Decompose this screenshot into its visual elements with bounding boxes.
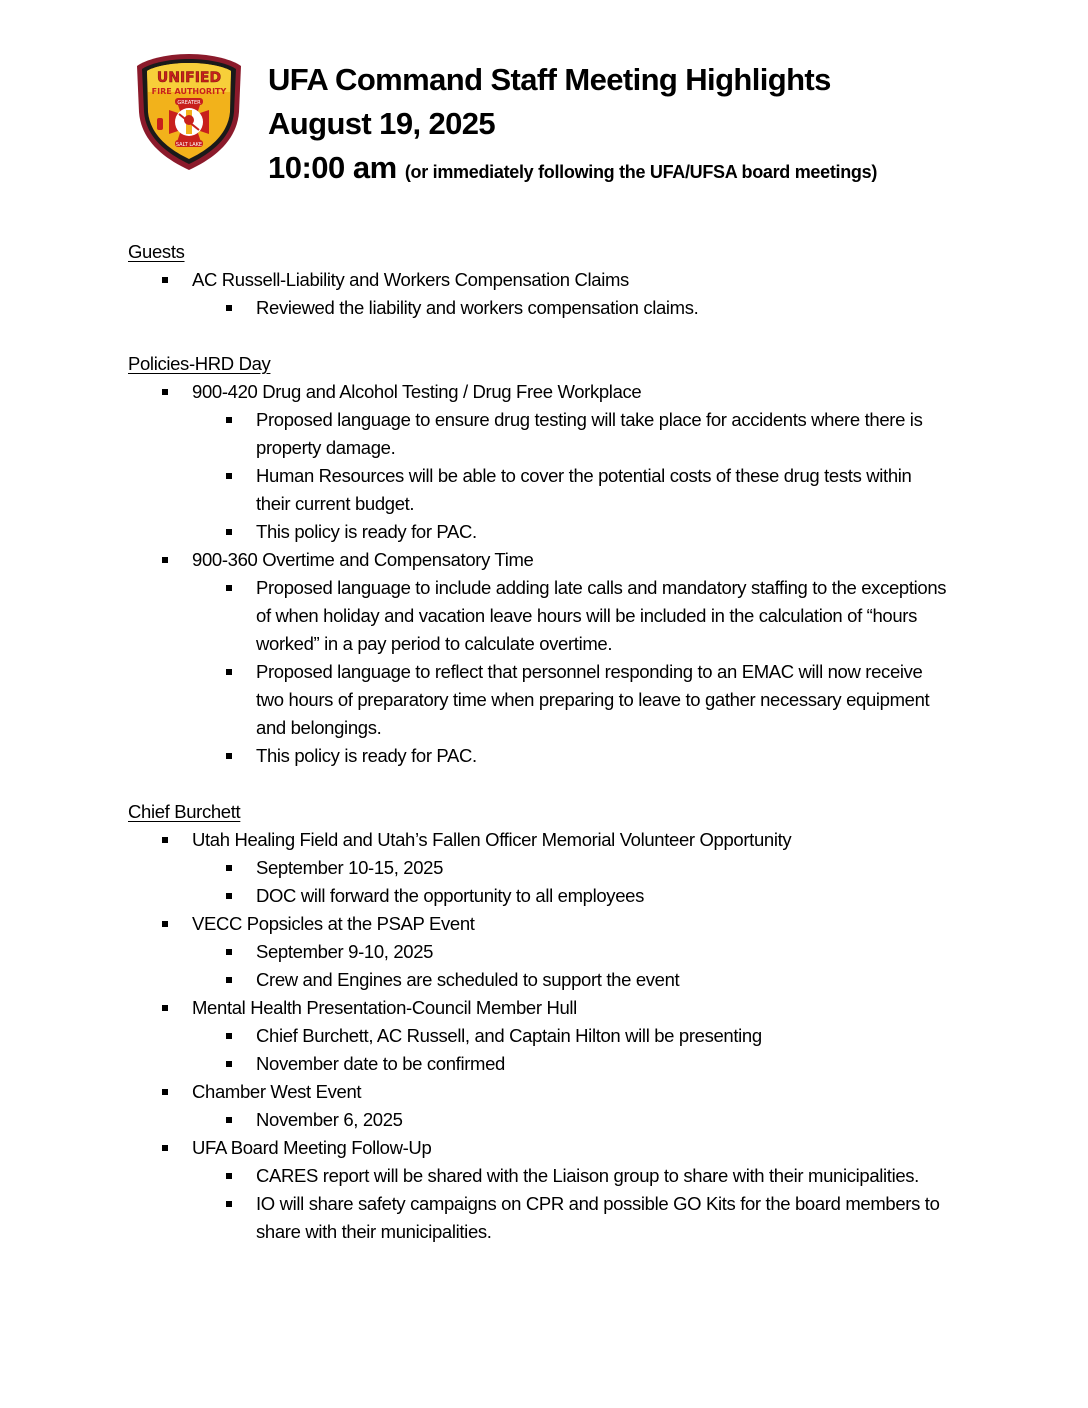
sub-list-item: IO will share safety campaigns on CPR and possible GO Kits for the board members to share with their municipalities. [128, 1190, 948, 1246]
section-heading: Guests [128, 241, 185, 262]
svg-text:FIRE AUTHORITY: FIRE AUTHORITY [151, 87, 227, 96]
sub-list-item: Human Resources will be able to cover the potential costs of these drug tests within their current budget. [128, 462, 948, 518]
svg-text:SALT LAKE: SALT LAKE [175, 142, 203, 148]
sub-list-item: November date to be confirmed [128, 1050, 948, 1078]
square-bullet-icon [226, 1033, 232, 1039]
sub-list-item: November 6, 2025 [128, 1106, 948, 1134]
list-item: Mental Health Presentation-Council Member Hull [128, 994, 948, 1022]
svg-text:UNIFIED: UNIFIED [156, 70, 222, 86]
square-bullet-icon [162, 277, 168, 283]
list-item: Utah Healing Field and Utah’s Fallen Officer Memorial Volunteer Opportunity [128, 826, 948, 854]
list-item: 900-420 Drug and Alcohol Testing / Drug Free Workplace [128, 378, 948, 406]
document-body [128, 238, 948, 1274]
square-bullet-icon [162, 557, 168, 563]
meeting-time-line [268, 146, 877, 194]
square-bullet-icon [162, 1005, 168, 1011]
list-item: Chamber West Event [128, 1078, 948, 1106]
sub-list-item: Proposed language to reflect that personnel responding to an EMAC will now receive two hours of preparatory time when preparing to leave to gather necessary equipment and belongings. [128, 658, 948, 742]
sub-list-item: Proposed language to ensure drug testing will take place for accidents where there is property damage. [128, 406, 948, 462]
section-policies-hrd-day [128, 350, 948, 770]
square-bullet-icon [162, 1089, 168, 1095]
section-heading: Policies-HRD Day [128, 353, 271, 374]
square-bullet-icon [226, 1061, 232, 1067]
svg-text:GREATER: GREATER [177, 100, 201, 106]
square-bullet-icon [162, 1145, 168, 1151]
sub-list-item: This policy is ready for PAC. [128, 742, 948, 770]
sub-list-item: Crew and Engines are scheduled to support the event [128, 966, 948, 994]
square-bullet-icon [162, 389, 168, 395]
square-bullet-icon [226, 305, 232, 311]
section-heading: Chief Burchett [128, 801, 241, 822]
list-item: VECC Popsicles at the PSAP Event [128, 910, 948, 938]
square-bullet-icon [226, 865, 232, 871]
sub-list-item: DOC will forward the opportunity to all employees [128, 882, 948, 910]
square-bullet-icon [226, 529, 232, 535]
square-bullet-icon [226, 585, 232, 591]
section-chief-burchett [128, 798, 948, 1246]
square-bullet-icon [226, 1201, 232, 1207]
meeting-date: August 19, 2025 [268, 106, 496, 141]
square-bullet-icon [226, 669, 232, 675]
square-bullet-icon [162, 837, 168, 843]
meeting-time: 10:00 am [268, 150, 397, 185]
sub-list-item: September 9-10, 2025 [128, 938, 948, 966]
square-bullet-icon [226, 473, 232, 479]
list-item: 900-360 Overtime and Compensatory Time [128, 546, 948, 574]
square-bullet-icon [226, 417, 232, 423]
square-bullet-icon [226, 949, 232, 955]
meeting-time-note: (or immediately following the UFA/UFSA board meetings) [404, 162, 878, 182]
header-title-block [268, 58, 877, 194]
sub-list-item: September 10-15, 2025 [128, 854, 948, 882]
sub-list-item: Chief Burchett, AC Russell, and Captain Hilton will be presenting [128, 1022, 948, 1050]
sub-list-item: CARES report will be shared with the Liaison group to share with their municipalities. [128, 1162, 948, 1190]
square-bullet-icon [226, 1117, 232, 1123]
list-item: AC Russell-Liability and Workers Compensation Claims [128, 266, 948, 294]
ufa-badge-logo-icon [135, 52, 243, 172]
square-bullet-icon [226, 893, 232, 899]
square-bullet-icon [226, 753, 232, 759]
square-bullet-icon [162, 921, 168, 927]
sub-list-item: Reviewed the liability and workers compensation claims. [128, 294, 948, 322]
list-item: UFA Board Meeting Follow-Up [128, 1134, 948, 1162]
document-title: UFA Command Staff Meeting Highlights [268, 62, 831, 97]
section-guests [128, 238, 948, 322]
square-bullet-icon [226, 1173, 232, 1179]
square-bullet-icon [226, 977, 232, 983]
sub-list-item: This policy is ready for PAC. [128, 518, 948, 546]
sub-list-item: Proposed language to include adding late calls and mandatory staffing to the exceptions of when holiday and vacation leave hours will be included in the calculation of “hours worked” in a pay period to calculate overtime. [128, 574, 948, 658]
